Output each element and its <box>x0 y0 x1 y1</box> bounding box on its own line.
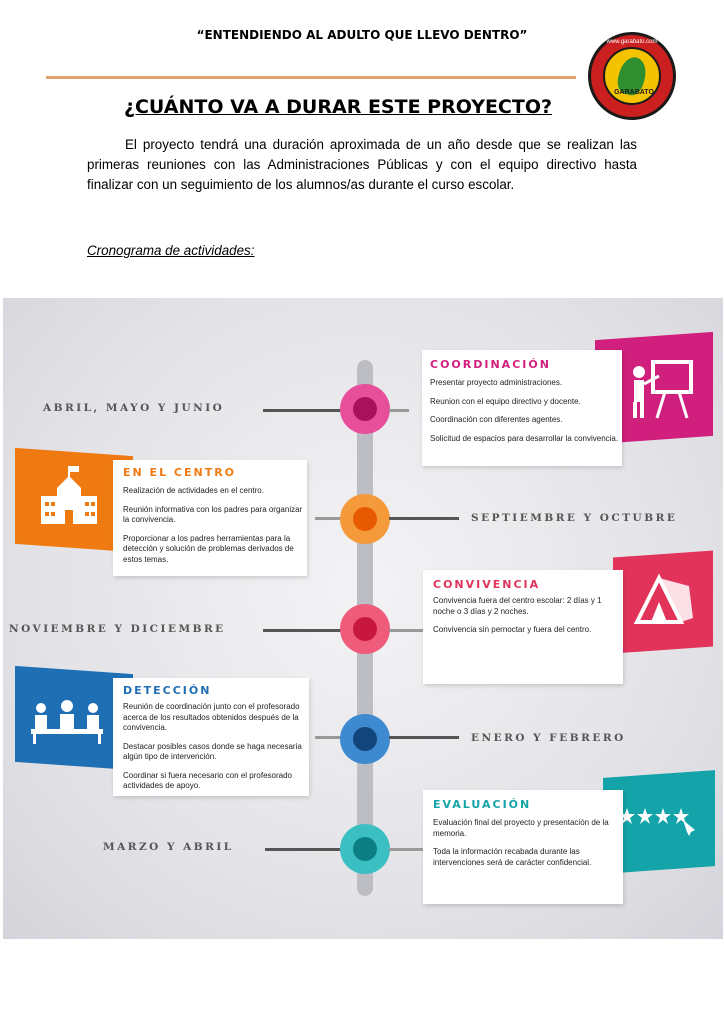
meeting-icon <box>29 700 105 749</box>
timeline-node <box>340 494 390 544</box>
schedule-label: Cronograma de actividades: <box>87 243 255 258</box>
period-label: ENERO Y FEBRERO <box>471 732 626 744</box>
card-title: CONVIVENCIA <box>433 578 541 591</box>
period-connector <box>263 409 343 412</box>
card-title: EN EL CENTRO <box>123 466 237 479</box>
logo-ring-text: www.garabato.com <box>606 39 658 45</box>
period-label: NOVIEMBRE Y DICIEMBRE <box>9 623 226 635</box>
header-title: “ENTENDIENDO AL ADULTO QUE LLEVO DENTRO” <box>196 28 528 42</box>
card-connector <box>315 736 341 739</box>
card-title: DETECCIÓN <box>123 684 212 697</box>
timeline-node <box>340 384 390 434</box>
card-item: Reunión informativa con los padres para organizar la convivencia. <box>123 504 303 524</box>
period-connector <box>265 848 343 851</box>
card-connector <box>389 848 425 851</box>
card-title: COORDINACIÓN <box>430 358 551 371</box>
card-item: Evaluación final del proyecto y presentación de la memoria. <box>433 818 609 838</box>
card-item: Reunion con el equipo directivo y docente. <box>430 396 581 406</box>
card-item: Convivencia sin pernoctar y fuera del centro. <box>433 625 592 634</box>
tent-icon <box>631 568 695 633</box>
card-item: Realización de actividades en el centro. <box>123 486 264 495</box>
card-item: Convivencia fuera del centro escolar: 2 días y 1 noche o 3 días y 2 noches. <box>433 596 602 616</box>
card-item: Solicitud de espacios para desarrollar la convivencia. <box>430 433 619 443</box>
activity-card <box>113 460 307 576</box>
timeline-node <box>340 604 390 654</box>
activity-card <box>113 678 309 796</box>
card-item: Proporcionar a los padres herramientas para la detección y solución de problemas derivados de estos temas. <box>123 533 294 564</box>
intro-paragraph: El proyecto tendrá una duración aproximada de un año desde que se realizan las primeras reuniones con las Administraciones Públicas y con el equipo directivo hasta finalizar con un seguimiento de los alumnos/as durante el curso escolar. <box>87 137 637 192</box>
presentation-icon <box>627 354 697 429</box>
period-label: SEPTIEMBRE Y OCTUBRE <box>471 512 678 524</box>
activity-card <box>423 570 623 684</box>
card-item: Reunión de coordinación junto con el profesorado acerca de los resultados obtenidos después de la convivencia. <box>123 702 300 732</box>
activity-card <box>422 350 622 466</box>
period-connector <box>389 736 459 739</box>
card-connector <box>315 517 341 520</box>
timeline-node <box>340 714 390 764</box>
logo-text: GARABATO <box>614 89 654 96</box>
card-connector <box>389 629 425 632</box>
rating-stars-icon <box>619 806 699 841</box>
card-item: Destacar posibles casos donde se haga necesaria algún tipo de intervención. <box>123 741 302 761</box>
card-item: Coordinación con diferentes agentes. <box>430 415 563 424</box>
period-connector <box>263 629 343 632</box>
header-rule <box>46 76 576 79</box>
period-connector <box>389 517 459 520</box>
period-label: ABRIL, MAYO Y JUNIO <box>43 402 225 414</box>
timeline-infographic <box>3 298 723 939</box>
school-icon <box>37 464 101 533</box>
card-item: Coordinar si fuera necesario con el profesorado actividades de apoyo. <box>123 770 292 790</box>
card-title: EVALUACIÓN <box>433 798 532 811</box>
period-label: MARZO Y ABRIL <box>103 841 234 853</box>
card-item: Toda la información recabada durante las intervenciones será de carácter confidencial. <box>433 847 592 867</box>
activity-card <box>423 790 623 904</box>
card-connector <box>389 409 409 412</box>
card-item: Presentar proyecto administraciones. <box>430 378 563 387</box>
timeline-node <box>340 824 390 874</box>
page-title: ¿CUÁNTO VA A DURAR ESTE PROYECTO? <box>123 96 553 118</box>
